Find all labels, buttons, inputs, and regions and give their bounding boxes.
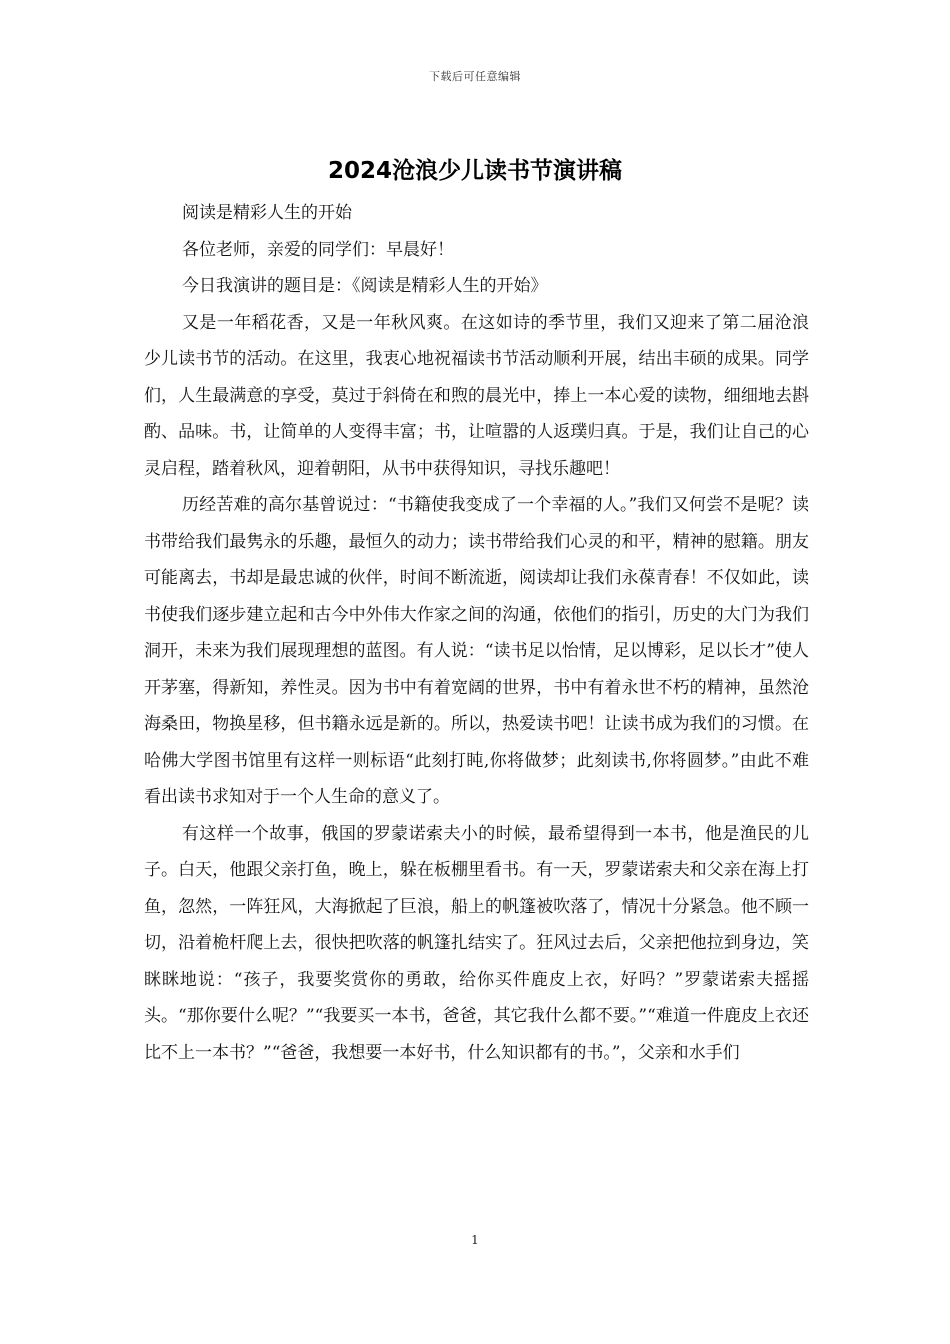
page-number: 1 [471,1233,479,1247]
paragraph-greeting: 各位老师，亲爱的同学们：早晨好！ [182,239,454,260]
paragraph-body-2: 历经苦难的高尔基曾说过：“书籍使我变成了一个幸福的人。”我们又何尝不是呢？读书带给我们最隽永的乐趣，最恒久的动力；读书带给我们心灵的和平，精神的慰籍。朋友可能离去，书却是最忠诚的伙伴，时间不断流逝，阅读却让我们永葆青春！不仅如此，读书使我们逐步建立起和古今中外伟大作家之间的沟通，依他们的指引，历史的大门为我们洞开，未来为我们展现理想的蓝图。有人说：“读书足以怡情，足以博彩，足以长才”使人开茅塞，得新知，养性灵。因为书中有着宽阔的世界，书中有着永世不朽的精神，虽然沧海桑田，物换星移，但书籍永远是新的。所以，热爱读书吧！让读书成为我们的习惯。在哈佛大学图书馆里有这样一则标语“此刻打盹,你将做梦；此刻读书,你将圆梦。”由此不难看出读书求知对于一个人生命的意义了。 [144,495,809,807]
paragraph-subtitle: 阅读是精彩人生的开始 [182,203,352,223]
paragraph-topic: 今日我演讲的题目是：《阅读是精彩人生的开始》 [182,276,548,296]
document-title: 2024沧浪少儿读书节演讲稿 [327,158,622,184]
paragraph-body-1: 又是一年稻花香，又是一年秋风爽。在这如诗的季节里，我们又迎来了第二届沧浪少儿读书节的活动。在这里，我衷心地祝福读书节活动顺利开展，结出丰硕的成果。同学们，人生最满意的享受，莫过于斜倚在和煦的晨光中，捧上一本心爱的读物，细细地去斟酌、品味。书，让简单的人变得丰富；书，让喧嚣的人返璞归真。于是，我们让自己的心灵启程，踏着秋风，迎着朝阳，从书中获得知识，寻找乐趣吧！ [144,312,809,479]
paragraph-body-3: 有这样一个故事，俄国的罗蒙诺索夫小的时候，最希望得到一本书，他是渔民的儿子。白天，他跟父亲打鱼，晚上，躲在板棚里看书。有一天，罗蒙诺索夫和父亲在海上打鱼，忽然，一阵狂风，大海掀起了巨浪，船上的帆篷被吹落了，情况十分紧急。他不顾一切，沿着桅杆爬上去，很快把吹落的帆篷扎结实了。狂风过去后，父亲把他拉到身边，笑眯眯地说：“孩子，我要奖赏你的勇敢，给你买件鹿皮上衣，好吗？”罗蒙诺索夫摇摇头。“那你要什么呢？”“我要买一本书，爸爸，其它我什么都不要。”“难道一件鹿皮上衣还比不上一本书？”“爸爸，我想要一本好书，什么知识都有的书。”，父亲和水手们 [144,823,809,1063]
document-body [144,195,809,1071]
header-note: 下载后可任意编辑 [429,70,521,83]
